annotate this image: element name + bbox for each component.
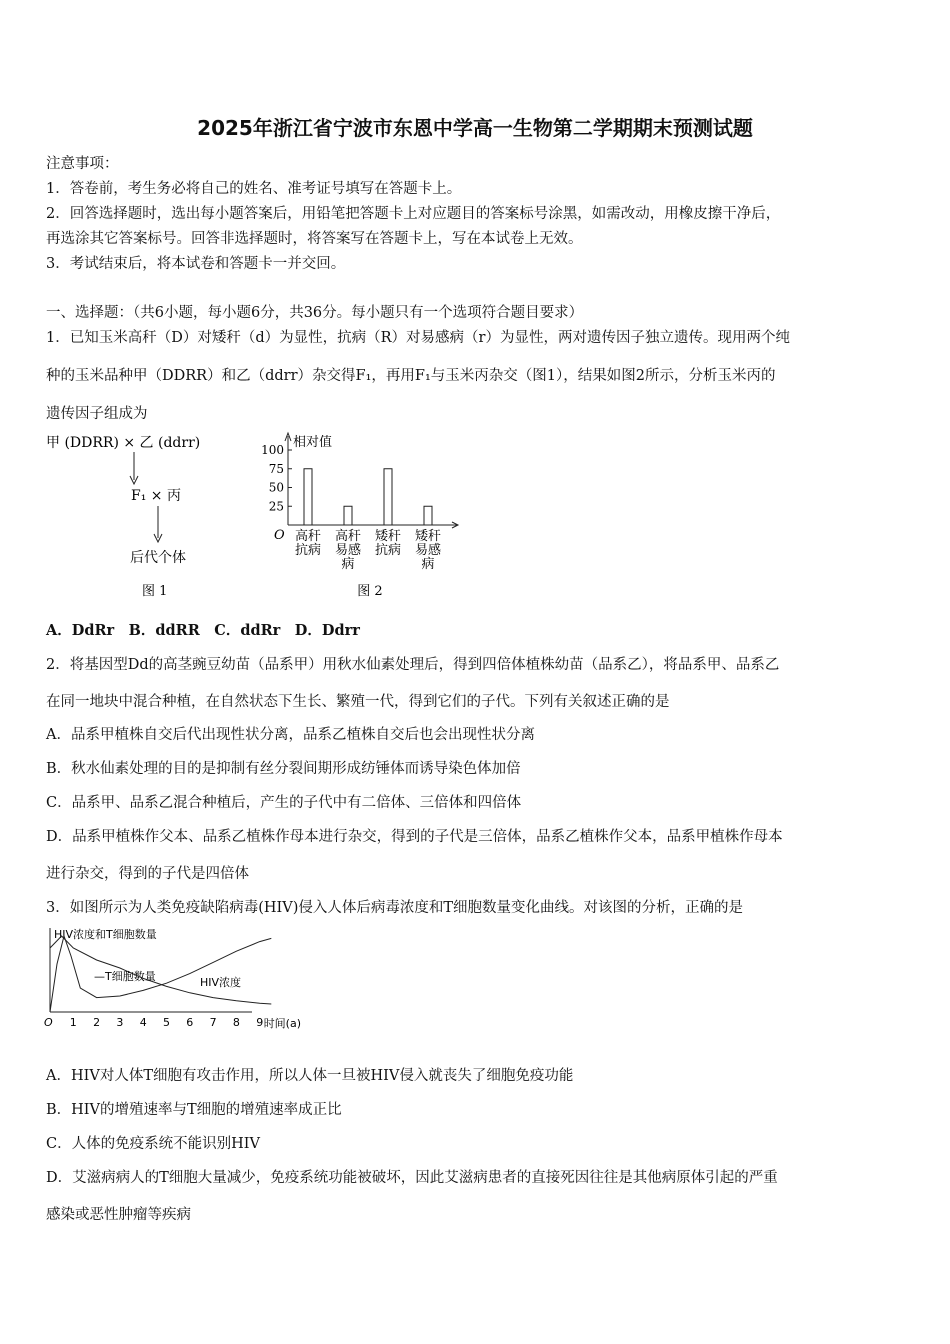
x-tick-label: 6: [186, 1016, 194, 1029]
bar: [304, 469, 312, 525]
x-category-label: 病: [421, 557, 435, 572]
y-tick-label: 100: [261, 443, 284, 457]
x-tick-label: 2: [93, 1016, 101, 1029]
q3-figure: [44, 924, 304, 1032]
notice-heading: 注意事项：: [46, 156, 119, 172]
x-category-label: 高秆: [334, 529, 362, 544]
notice-item: 2．回答选择题时，选出每小题答案后，用铅笔把答题卡上对应题目的答案标号涂黑，如需改动，用橡皮擦干净后，: [46, 206, 781, 222]
origin-label: O: [44, 1016, 53, 1029]
q3-stem: 3．如图所示为人类免疫缺陷病毒(HIV)侵入人体后病毒浓度和T细胞数量变化曲线。对该图的分析，正确的是: [46, 900, 744, 916]
x-category-label: 易感: [414, 543, 442, 558]
q1-figure-1: [46, 430, 236, 602]
x-category-label: 病: [341, 557, 355, 572]
q3-option-b: B．HIV的增殖速率与T细胞的增殖速率成正比: [46, 1102, 342, 1118]
x-tick-label: 1: [69, 1016, 77, 1029]
x-category-label: 抗病: [374, 543, 402, 558]
q3-option-d: D．艾滋病病人的T细胞大量减少，免疫系统功能被破坏，因此艾滋病患者的直接死因往往是其他病原体引起的严重: [46, 1170, 778, 1186]
fig2-caption: 图 2: [357, 584, 383, 599]
fig1-caption: 图 1: [142, 584, 168, 599]
x-category-label: 高秆: [294, 529, 322, 544]
origin-label: O: [274, 528, 285, 543]
x-tick-label: 4: [139, 1016, 147, 1029]
x-tick-label: 3: [116, 1016, 124, 1029]
page-title: 2025年浙江省宁波市东恩中学高一生物第二学期期末预测试题: [197, 116, 753, 140]
x-tick-label: 8: [232, 1016, 240, 1029]
x-axis-label: 时间(a): [263, 1017, 302, 1030]
x-tick-label: 9: [256, 1016, 264, 1029]
q2-option-c: C．品系甲、品系乙混合种植后，产生的子代中有二倍体、三倍体和四倍体: [46, 795, 522, 811]
series-label-hiv: HIV浓度: [200, 976, 242, 989]
notice-item: 再选涂其它答案标号。回答非选择题时，将答案写在答题卡上，写在本试卷上无效。: [46, 231, 583, 247]
section-heading: 一、选择题：（共6小题，每小题6分，共36分。每小题只有一个选项符合题目要求）: [46, 305, 584, 321]
q3-option-d-cont: 感染或恶性肿瘤等疾病: [46, 1207, 191, 1223]
y-tick-label: 75: [268, 461, 284, 476]
q1-stem-line: 遗传因子组成为: [46, 406, 148, 422]
x-tick-label: 7: [209, 1016, 217, 1029]
y-axis-label: HIV浓度和T细胞数量: [54, 928, 157, 941]
q3-option-c: C．人体的免疫系统不能识别HIV: [46, 1136, 260, 1152]
q2-option-d: D．品系甲植株作父本、品系乙植株作母本进行杂交，得到的子代是三倍体，品系乙植株作父本，品系甲植株作母本: [46, 829, 783, 845]
q3-option-a: A．HIV对人体T细胞有攻击作用，所以人体一旦被HIV侵入就丧失了细胞免疫功能: [46, 1068, 574, 1084]
x-category-label: 易感: [334, 543, 362, 558]
bar: [344, 506, 352, 525]
q2-stem-line: 在同一地块中混合种植，在自然状态下生长、繁殖一代，得到它们的子代。下列有关叙述正确的是: [46, 694, 670, 710]
series-label-t-cell: —T细胞数量: [94, 970, 156, 983]
notice-item: 1．答卷前，考生务必将自己的姓名、准考证号填写在答题卡上。: [46, 181, 462, 197]
y-tick-label: 50: [268, 480, 284, 495]
y-tick-label: 25: [268, 499, 284, 514]
q2-option-a: A．品系甲植株自交后代出现性状分离，品系乙植株自交后也会出现性状分离: [46, 727, 535, 743]
fig1-cross-label: 甲 (DDRR) × 乙 (ddrr): [46, 435, 201, 451]
fig1-offspring-label: 后代个体: [130, 550, 186, 566]
bar: [384, 469, 392, 525]
y-axis-label: 相对值: [293, 435, 333, 450]
q1-figure-2: [250, 430, 465, 602]
bar: [424, 506, 432, 525]
x-category-label: 抗病: [294, 543, 322, 558]
x-category-label: 矮秆: [374, 529, 402, 544]
q2-stem-line: 2．将基因型Dd的高茎豌豆幼苗（品系甲）用秋水仙素处理后，得到四倍体植株幼苗（品系乙），将品系甲、品系乙: [46, 657, 780, 673]
t-cell-line: [50, 936, 271, 1004]
q1-options: A．DdRr B．ddRR C．ddRr D．Ddrr: [46, 622, 360, 639]
q1-stem-line: 1．已知玉米高秆（D）对矮秆（d）为显性，抗病（R）对易感病（r）为显性，两对遗传因子独立遗传。现用两个纯: [46, 330, 790, 346]
x-category-label: 矮秆: [414, 529, 442, 544]
notice-item: 3．考试结束后，将本试卷和答题卡一并交回。: [46, 256, 346, 272]
fig1-f1-label: F₁ × 丙: [131, 488, 181, 504]
q2-option-d-cont: 进行杂交，得到的子代是四倍体: [46, 866, 249, 882]
q1-stem-line: 种的玉米品种甲（DDRR）和乙（ddrr）杂交得F₁，再用F₁与玉米丙杂交（图1），结果如图2所示，分析玉米丙的: [46, 368, 776, 384]
x-tick-label: 5: [163, 1016, 170, 1029]
q2-option-b: B．秋水仙素处理的目的是抑制有丝分裂间期形成纺锤体而诱导染色体加倍: [46, 761, 521, 777]
